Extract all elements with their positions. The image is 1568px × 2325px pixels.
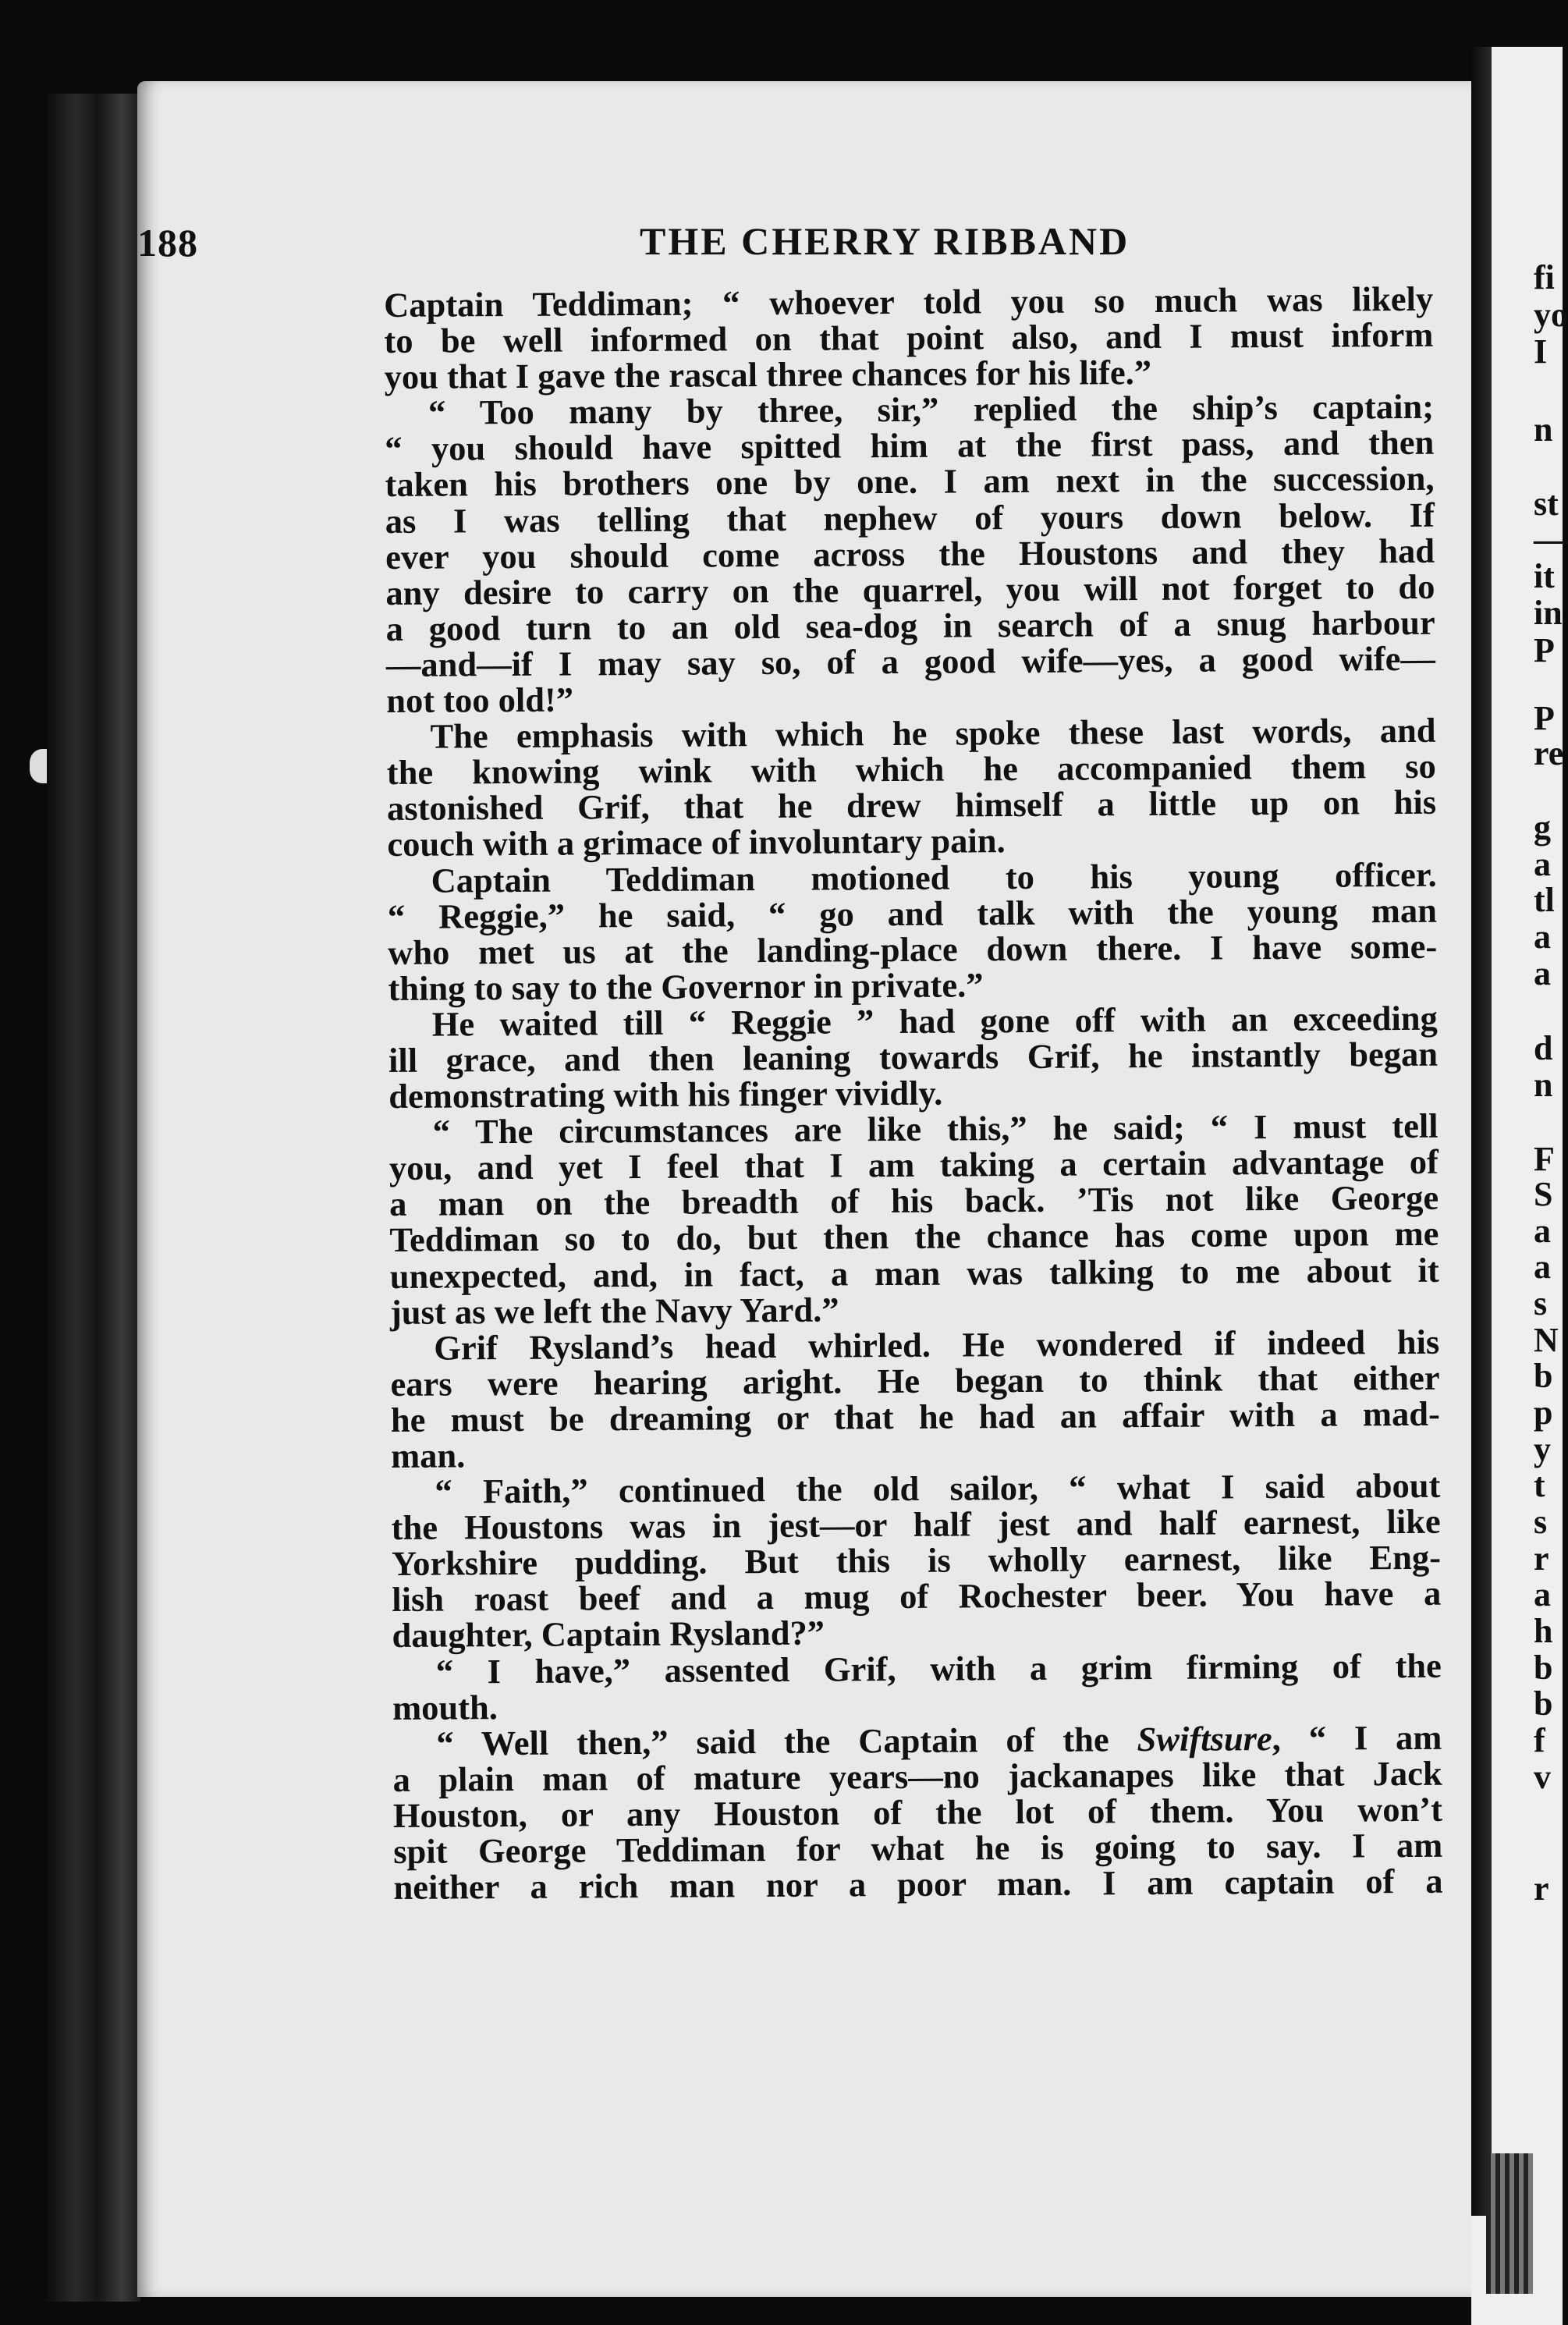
facing-page-fragment: a	[1534, 1575, 1551, 1613]
facing-page-fragment: s	[1534, 1284, 1548, 1322]
text-line: not too old!”	[386, 680, 574, 721]
facing-page-fragment: b	[1534, 1649, 1553, 1687]
facing-page-fragment: P	[1534, 699, 1555, 737]
text-line: taken his brothers one by one. I am next in the succession,	[385, 459, 1435, 505]
text-line: who met us at the landing-place down there. I have some-	[388, 926, 1438, 972]
text-line: ever you should come across the Houstons and they had	[385, 531, 1435, 577]
text-line: “ Well then,” said the Captain of the Swiftsure, “ I am	[436, 1717, 1442, 1763]
facing-page-fragment: st	[1534, 485, 1559, 523]
facing-page-fragment: fi	[1534, 258, 1555, 296]
text-line: lish roast beef and a mug of Rochester beer. You have a	[392, 1574, 1442, 1620]
text-line: to be well informed on that point also, and I must inform	[384, 314, 1434, 361]
text-line: Grif Rysland’s head whirled. He wondered if indeed his	[434, 1322, 1440, 1368]
text-line: “ Too many by three, sir,” replied the ship’s captain;	[427, 387, 1435, 432]
text-line: Yorkshire pudding. But this is wholly earnest, like Eng-	[391, 1538, 1442, 1584]
page-edge-marks	[1486, 2153, 1533, 2294]
facing-page-fragment: tl	[1534, 881, 1555, 919]
text-line: The emphasis with which he spoke these last words, and	[430, 710, 1436, 756]
text-line: “ I have,” assented Grif, with a grim firming of the	[435, 1645, 1442, 1691]
facing-page-fragment: yo	[1534, 296, 1568, 334]
text-line: mouth.	[392, 1687, 498, 1727]
facing-page-fragment: —	[1534, 520, 1568, 559]
text-line: “ Reggie,” he said, “ go and talk with the young man	[387, 890, 1438, 936]
book-binding	[47, 94, 140, 2302]
text-line: Houston, or any Houston of the lot of them. You won’t	[392, 1789, 1443, 1835]
text-line: you, and yet I feel that I am taking a certain advantage of	[388, 1142, 1439, 1188]
page-body-text	[383, 279, 1443, 1908]
facing-page-fragment: p	[1534, 1393, 1553, 1432]
facing-page-fragment: F	[1534, 1140, 1555, 1178]
facing-page-fragment: y	[1534, 1430, 1551, 1468]
text-line: unexpected, and, in fact, a man was talking to me about it	[389, 1250, 1439, 1296]
text-line: “ Faith,” continued the old sailor, “ what I said about	[435, 1465, 1441, 1511]
text-line: a man on the breadth of his back. ’Tis not like George	[389, 1178, 1439, 1224]
text-line: Teddiman so to do, but then the chance has come upon me	[389, 1214, 1439, 1260]
facing-page-fragment: s	[1534, 1503, 1548, 1541]
facing-page-fragment: a	[1534, 1248, 1551, 1286]
facing-page-fragment: N	[1534, 1321, 1559, 1359]
facing-page-fragment: n	[1534, 410, 1553, 449]
facing-page-fragment: v	[1534, 1758, 1551, 1796]
text-line: daughter, Captain Rysland?”	[392, 1613, 825, 1656]
text-line: just as we left the Navy Yard.”	[389, 1290, 839, 1332]
facing-page-fragment: a	[1534, 954, 1551, 992]
text-line: man.	[390, 1436, 466, 1475]
facing-page-fragment: g	[1534, 808, 1551, 847]
text-line: —and—if I may say so, of a good wife—yes, a good wife—	[385, 638, 1436, 684]
facing-page-fragment: f	[1534, 1721, 1545, 1759]
text-line: the Houstons was in jest—or half jest and half earnest, like	[391, 1501, 1441, 1548]
facing-page-fragment: in	[1534, 594, 1563, 632]
text-line: he must be dreaming or that he had an affair with a mad-	[390, 1393, 1440, 1439]
text-line: thing to say to the Governor in private.”	[388, 965, 984, 1008]
text-line: He waited till “ Reggie ” had gone off with an exceeding	[431, 998, 1438, 1044]
facing-page-fragment: b	[1534, 1684, 1553, 1723]
facing-page-fragment: re	[1534, 734, 1564, 772]
gutter-shadow	[1471, 47, 1492, 2216]
facing-page-fragment: t	[1534, 1466, 1545, 1504]
facing-page-fragment: P	[1534, 631, 1555, 669]
facing-page-fragment: n	[1534, 1066, 1553, 1104]
facing-page-fragment: a	[1534, 845, 1551, 883]
page-number: 188	[137, 221, 198, 264]
text-line: you that I gave the rascal three chances for his life.”	[384, 353, 1152, 397]
text-line: ears were hearing aright. He began to think that either	[390, 1358, 1440, 1404]
facing-page-fragment: a	[1534, 918, 1551, 956]
text-line: a plain man of mature years—no jackanapes like that Jack	[392, 1753, 1442, 1799]
text-line: Captain Teddiman; “ whoever told you so much was likely	[383, 279, 1434, 325]
facing-page-fragment: I	[1534, 332, 1548, 371]
facing-page-fragment: d	[1534, 1029, 1553, 1067]
text-line: a good turn to an old sea-dog in search of a snug harbour	[385, 602, 1435, 648]
text-line: “ you should have spitted him at the first pass, and then	[385, 423, 1435, 469]
text-line: “ The circumstances are like this,” he said; “ I must tell	[432, 1106, 1439, 1152]
facing-page-fragment: S	[1534, 1175, 1553, 1213]
text-line: demonstrating with his finger vividly.	[388, 1073, 943, 1116]
facing-page-fragment: b	[1534, 1357, 1553, 1395]
facing-page-fragment: r	[1534, 1539, 1549, 1578]
text-line: any desire to carry on the quarrel, you will not forget to do	[385, 566, 1435, 612]
facing-page-fragment: a	[1534, 1212, 1551, 1250]
text-line: spit George Teddiman for what he is going to say. I am	[393, 1825, 1443, 1871]
text-line: the knowing wink with which he accompanied them so	[386, 746, 1436, 793]
text-line: astonished Grif, that he drew himself a little up on his	[386, 783, 1437, 829]
running-title: THE CHERRY RIBBAND	[640, 219, 1130, 263]
text-line: as I was telling that nephew of yours down below. If	[385, 495, 1435, 541]
text-line: ill grace, and then leaning towards Grif, he instantly began	[388, 1034, 1439, 1080]
text-line: neither a rich man nor a poor man. I am captain of a	[393, 1861, 1443, 1908]
text-line: couch with a grimace of involuntary pain.	[387, 821, 1006, 864]
facing-page-fragment: it	[1534, 557, 1555, 595]
facing-page-fragment: h	[1534, 1612, 1553, 1650]
text-line: Captain Teddiman motioned to his young officer.	[431, 854, 1437, 900]
facing-page-fragment: r	[1534, 1869, 1549, 1908]
